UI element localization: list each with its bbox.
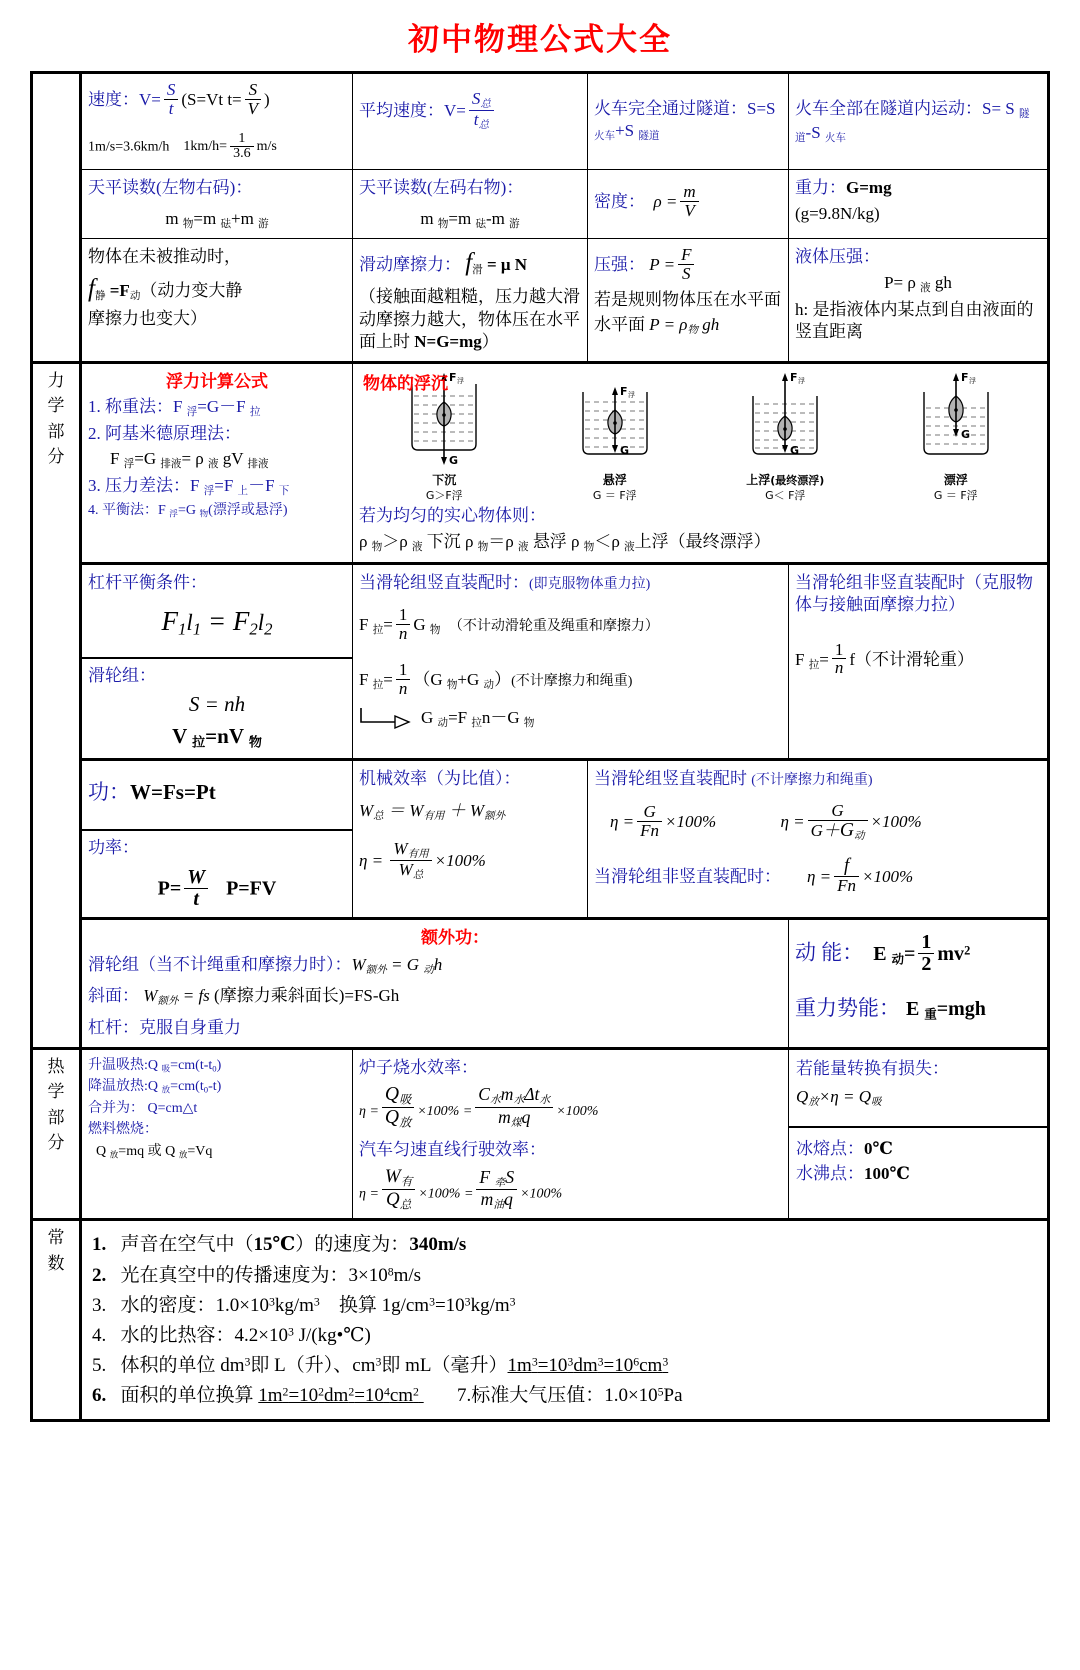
potential-energy-formula: E $_重$=mgh [906, 998, 986, 1022]
density-formula: ρ = $\frac{m}{V}$ [649, 192, 701, 211]
cell-pulley-efficiency [588, 759, 1049, 918]
kinetic-energy-formula: E $_动$= $\frac{1}{2}$ $mv^2$ [873, 931, 971, 976]
rise-illustration [733, 370, 837, 466]
cell-float-sink [353, 362, 1049, 563]
pulley-vertical-formula-3: G $_动$=F $_拉$n－G $_物$ [421, 707, 535, 729]
pressure-label: 压强： [594, 255, 645, 275]
svg-text:F: F [960, 370, 969, 384]
cell-balance-right [353, 170, 588, 239]
water-boiling-label: 水沸点： [796, 1164, 864, 1184]
pulley-nonvertical-title: 当滑轮组非竖直装配时（克服物体与接触面摩擦力拉） [795, 572, 1033, 615]
pulley-title: 滑轮组： [88, 665, 156, 685]
slide-friction-note: （接触面越粗糙，压力越大滑动摩擦力越大，物体压在水平面上时 N=G=mg） [359, 287, 580, 352]
energy-loss-title: 若能量转换有损失： [796, 1058, 949, 1078]
slide-friction-label: 滑动摩擦力： [359, 255, 461, 275]
table-row-thermal [32, 1048, 1049, 1220]
gravity-formula: G=mg [846, 178, 892, 198]
diagram-suspend-condition: G ＝ F浮 [592, 488, 637, 502]
lever-formula: $F_1l_1 = F_2l_2$ [161, 606, 273, 639]
static-friction-text-2: 摩擦力也变大） [88, 308, 207, 328]
kinetic-energy-label: 动 能： [795, 940, 864, 965]
table-row-balance [32, 170, 1049, 239]
svg-text:浮: 浮 [627, 390, 635, 399]
cell-train-full [588, 73, 789, 170]
efficiency-formula-2: η = $\frac{W_{有用}}{W_总}$ ×100% [359, 839, 486, 882]
cell-efficiency [353, 759, 588, 918]
power-label: 功率： [88, 837, 139, 857]
balance-1-title: 天平读数(左物右码)： [88, 178, 253, 198]
diagram-rise-caption: 上浮(最终漂浮) [746, 473, 825, 488]
pulley-vertical-title: 当滑轮组竖直装配时：(即克服物体重力拉) [359, 572, 651, 592]
constant-item-1: 1. 声音在空气中（15℃）的速度为：340m/s [92, 1234, 467, 1256]
water-boiling-value: 100℃ [864, 1164, 910, 1184]
constant-item-5: 5. 体积的单位 $dm^3$即 L（升）、$cm^3$即 mL（毫升）$1m^3=10^3dm^3=10^6cm^3$ [92, 1354, 669, 1376]
diagram-float-condition: G ＝ F浮 [933, 488, 978, 502]
efficiency-formula-1: $W_总 = W_{有用} + W_{额外}$ [359, 801, 506, 823]
cell-buoyancy-methods [81, 362, 353, 563]
energy-loss-formula: $Q_放\times\eta = Q_吸$ [796, 1087, 882, 1109]
density-label: 密度： [594, 192, 645, 212]
power-formula: P= $\frac{W}{t}$ P=FV [157, 866, 277, 911]
constant-item-3: 3. 水的密度：$1.0\times 10^3kg/m^3$ 换算 $1g/cm^3=10^3kg/m^3$ [92, 1294, 516, 1316]
pulley-nonvertical-formula: F $_拉$= $\frac{1}{n}$ f（不计滑轮重） [795, 639, 975, 678]
uniform-formula: ρ $_物$＞ρ $_液$ 下沉 ρ $_物$＝ρ $_液$ 悬浮 ρ $_物$＜ρ $_液$上浮（最终漂浮） [359, 531, 771, 553]
cell-constants [81, 1220, 1049, 1420]
diagram-sink-caption: 下沉 [432, 473, 457, 488]
diagram-suspend [561, 370, 669, 504]
pulley-efficiency-formula-1: η = $\frac{G}{Fn}$ ×100% [610, 802, 717, 841]
svg-text:G: G [790, 443, 800, 457]
fuel-formula: Q $_放$=mq 或 Q $_放$=Vq [96, 1143, 213, 1159]
constant-item-6: 6. 面积的单位换算 $1m^2=10^2dm^2=10^4cm^2$ 7.标准大气压值：$1.0\times 10^5Pa$ [92, 1384, 683, 1406]
melting-boiling-block [789, 1128, 1047, 1196]
cell-thermal-efficiency [353, 1048, 789, 1220]
ice-melting-label: 冰熔点： [796, 1138, 864, 1158]
heat-down-formula: 降温放热:Q $_放=cm(t_0-t)$ [88, 1079, 222, 1095]
diagram-rise [731, 370, 839, 504]
pulley-formula-2: V $_拉$=nV $_物$ [172, 724, 262, 750]
table-row-speed [32, 73, 1049, 170]
section-label-constants: 常 数 [32, 1220, 81, 1420]
table-row-constants [32, 1220, 1049, 1420]
gravity-label: 重力： [795, 178, 846, 198]
pressure-note: 若是规则物体压在水平面 [594, 290, 781, 310]
diagram-sink-condition: G＞F浮 [425, 488, 463, 502]
cell-thermal-right [789, 1048, 1049, 1220]
cell-train-inside [789, 73, 1049, 170]
ice-melting-value: 0℃ [864, 1138, 893, 1158]
avg-speed-label: 平均速度：V= [359, 101, 466, 121]
float-sink-diagram-group [359, 368, 1041, 504]
balance-1-formula: m $_物$=m $_砝$+m $_游$ [165, 208, 269, 230]
train-inside-text: 火车全部在隧道内运动：S= S $_{隧道}$-S $_{火车}$ [795, 99, 1030, 144]
buoyancy-title: 浮力计算公式 [166, 371, 268, 391]
buoyancy-method-4: 4. 平衡法：F $_浮$=G $_物$(漂浮或悬浮) [88, 503, 288, 519]
section-label-thermal: 热 学 部 分 [32, 1048, 81, 1220]
stove-efficiency-formula: η = $\frac{Q_吸}{Q_放}$ ×100% = $\frac{C_水m_水\Delta t_水}{m_煤q}$ ×100% [359, 1084, 599, 1129]
section-label-mechanics: 力 学 部 分 [32, 362, 81, 1048]
svg-text:F: F [449, 370, 457, 384]
pulley-vertical-formula-2: F $_拉$= $\frac{1}{n}$ （G $_物$+G $_动$）(不计摩擦力和绳重) [359, 659, 633, 698]
car-efficiency-formula: η = $\frac{W_有}{Q_总}$ ×100% = $\frac{F _牵S}{m_油q}$ ×100% [359, 1166, 563, 1212]
diagram-float [902, 370, 1010, 504]
svg-text:浮: 浮 [457, 376, 465, 385]
cell-thermal-heat [81, 1048, 353, 1220]
pressure-formula: P = $\frac{F}{S}$ [645, 255, 697, 274]
pulley-efficiency-nonvert: 当滑轮组非竖直装配时： η = $\frac{f}{Fn}$ ×100% [594, 855, 914, 895]
energy-loss-block [789, 1050, 1047, 1128]
gravity-note: (g=9.8N/kg) [795, 203, 880, 223]
svg-text:G: G [449, 453, 459, 466]
liquid-pressure-note: h: 是指液体内某点到自由液面的竖直距离 [795, 299, 1034, 342]
cell-liquid-pressure [789, 239, 1049, 362]
cell-balance-left [81, 170, 353, 239]
cell-speed: 速度：V= $\frac{S}{t}$ (S=Vt t= $\frac{S}{V}$ ) 1m/s=3.6km/h 1km/h= $\frac{1}{3.6}$ m/s [81, 73, 353, 170]
extra-work-incline-label: 斜面： [88, 986, 139, 1006]
page-title: 初中物理公式大全 [408, 22, 672, 58]
extra-work-incline-formula: $W_{额外}$ = fs (摩擦力乘斜面长)=FS-Gh [139, 986, 400, 1008]
heat-combined-formula: 合并为： Q=cm△t [88, 1100, 198, 1116]
svg-text:浮: 浮 [798, 376, 806, 385]
table-row-work [32, 759, 1049, 918]
buoyancy-method-2-formula: F $_浮$=G $_{排液}$= ρ $_液$ gV $_{排液}$ [110, 449, 269, 471]
train-full-text: 火车完全通过隧道：S=S $_{火车}$+S $_{隧道}$ [594, 99, 776, 143]
diagram-float-caption: 漂浮 [943, 473, 968, 488]
cell-slide-friction [353, 239, 588, 362]
extra-work-pulley-formula: $W_{额外} = G$ $_动$h [351, 954, 443, 976]
pulley-vertical-formula-1: F $_拉$= $\frac{1}{n}$ G $_物$ （不计动滑轮重及绳重和摩擦力） [359, 605, 659, 644]
cell-energy [789, 919, 1049, 1049]
cell-gravity [789, 170, 1049, 239]
table-row-lever [32, 563, 1049, 759]
svg-text:G: G [960, 427, 970, 441]
cell-extra-work [81, 919, 789, 1049]
svg-text:F: F [619, 384, 628, 398]
formula-table [30, 71, 1050, 1422]
diagram-suspend-caption: 悬浮 [602, 473, 627, 488]
work-label: 功： [88, 779, 130, 804]
table-row-buoyancy [32, 362, 1049, 563]
extra-work-pulley-label: 滑轮组（当不计绳重和摩擦力时）： [88, 954, 352, 974]
float-sink-title: 物体的浮沉 [363, 373, 448, 393]
balance-2-formula: m $_物$=m $_砝$-m $_游$ [420, 208, 520, 230]
slide-friction-formula: $f_滑 = \mu$ N [465, 249, 528, 277]
car-efficiency-title: 汽车匀速直线行驶效率： [359, 1139, 546, 1159]
speed-conv-2: 1km/h= $\frac{1}{3.6}$ m/s [183, 130, 277, 162]
cell-lever [81, 563, 353, 759]
stove-efficiency-title: 炉子烧水效率： [359, 1057, 478, 1077]
extra-work-lever: 杠杆：克服自身重力 [88, 1018, 241, 1038]
svg-text:F: F [790, 370, 798, 384]
float-illustration [904, 370, 1008, 466]
cell-avg-speed: 平均速度：V= $\frac{S_总}{t_总}$ [353, 73, 588, 170]
cell-pulley-nonvertical [789, 563, 1049, 759]
cell-work-power [81, 759, 353, 918]
speed-conv-1: 1m/s=3.6km/h [88, 139, 170, 155]
arrow-derive-icon [359, 706, 415, 732]
fuel-label: 燃料燃烧： [88, 1122, 158, 1138]
cell-density [588, 170, 789, 239]
uniform-note: 若为均匀的实心物体则： [359, 506, 546, 526]
liquid-pressure-formula: P= ρ $_液$ gh [884, 272, 952, 294]
spacer-left-top [32, 73, 81, 363]
svg-text:浮: 浮 [968, 376, 976, 385]
extra-work-title: 额外功： [421, 928, 489, 948]
work-formula: W=Fs=Pt [130, 779, 216, 804]
balance-2-title: 天平读数(左码右物)： [359, 178, 524, 198]
liquid-pressure-label: 液体压强： [795, 247, 880, 267]
suspend-illustration [563, 370, 667, 466]
static-friction-text-1: 物体在未被推动时， [88, 247, 241, 267]
buoyancy-method-1: 1. 称重法：F $_浮$=G－F $_拉$ [88, 397, 261, 419]
pulley-efficiency-formula-2: η = $\frac{G}{G+G_动}$ ×100% [780, 801, 922, 843]
table-row-friction [32, 239, 1049, 362]
speed-label: 速度：V= [88, 90, 161, 110]
svg-text:G: G [619, 443, 629, 457]
potential-energy-label: 重力势能： [795, 996, 900, 1021]
table-row-extra-work [32, 919, 1049, 1049]
constant-item-4: 4. 水的比热容：$4.2\times 10^3$ J/(kg•℃) [92, 1324, 371, 1346]
pulley-formula-1: S = nh [188, 692, 246, 717]
static-friction-formula: $f_静 =F_动$（动力变大静 [88, 274, 243, 302]
heat-up-formula: 升温吸热:Q $_吸=cm(t-t_0)$ [88, 1057, 222, 1074]
pulley-efficiency-title: 当滑轮组竖直装配时 (不计摩擦力和绳重) [594, 768, 873, 788]
pressure-note-2: 水平面 $P = \rho_物$ gh [594, 315, 720, 337]
lever-title: 杠杆平衡条件： [88, 572, 207, 592]
constant-item-2: 2. 光在真空中的传播速度为：$3\times 10^8m/s$ [92, 1264, 422, 1286]
efficiency-title: 机械效率（为比值）： [359, 768, 521, 788]
diagram-rise-condition: G＜ F浮 [765, 488, 806, 502]
buoyancy-method-2: 2. 阿基米德原理法： [88, 423, 241, 443]
cell-pulley-vertical [353, 563, 789, 759]
cell-pressure [588, 239, 789, 362]
buoyancy-method-3: 3. 压力差法：F $_浮$=F $_上$－F $_下$ [88, 476, 290, 498]
cell-static-friction [81, 239, 353, 362]
